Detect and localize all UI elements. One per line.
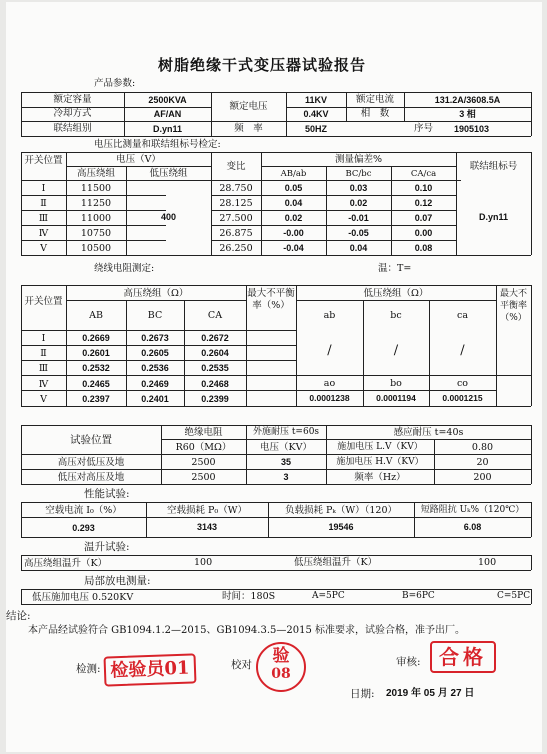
resistance-slash: / [327,343,332,358]
applied-sub: 电压（KV） [260,442,312,453]
inspect-label: 检测: [76,663,101,675]
row2-kv: 3 [283,472,289,482]
ratio-hv: 11250 [80,198,112,209]
noload-current-label: 空载电流 I₀（%） [45,505,122,516]
resistance-ca: 0.2399 [201,393,229,404]
resistance-lv-value: 0.0001194 [376,393,416,403]
position-header: 试验位置 [70,434,112,446]
ratio-ratio-header: 变比 [226,161,246,172]
pd-time: 时间：180S [222,591,276,602]
resistance-lv-col-phase: ao [323,378,336,389]
resistance-bc: 0.2536 [141,363,169,374]
resistance-tap: Ⅱ [40,348,47,360]
ratio-tap: Ⅳ [38,228,49,239]
load-loss-label: 负载损耗 Pₖ（W）（120） [284,505,398,516]
temp-rise-lv-value: 100 [478,557,497,568]
resistance-ca: 0.2535 [201,363,229,374]
temperature-label: 温：T= [378,263,412,274]
resistance-tap-header: 开关位置 [24,296,63,307]
phase-label: 相 数 [360,108,390,119]
resistance-ca: 0.2604 [201,348,229,359]
resistance-tap: Ⅲ [38,363,49,375]
ratio-group-value: D.yn11 [478,212,509,222]
temp-rise-lv-label: 低压绕组温升（K） [294,557,378,568]
ratio-dev-ab: 0.04 [284,198,303,208]
ratio-dev-col: CA/ca [410,169,437,179]
resistance-hv-header: 高压绕组（Ω） [123,288,189,299]
noload-current-value: 0.293 [72,523,95,533]
row1-label: 高压对低压及地 [57,457,125,468]
review-stamp: 合格 [430,641,496,673]
resistance-lv-col-phase: co [456,378,469,389]
ratio-dev-ab: 0.02 [284,213,303,223]
row1-kv: 35 [280,457,291,467]
ratio-hv: 10500 [80,243,112,254]
ratio-dev-ab: -0.00 [283,228,304,238]
resistance-unbalance-header-2: 最大不平衡率（%） [499,289,527,323]
ratio-value: 28.125 [219,198,253,209]
load-loss-value: 19546 [328,522,354,532]
report-sheet [6,2,542,752]
resistance-bc: 0.2673 [141,333,169,343]
resistance-hv-col: BC [147,310,163,321]
temp-rise-hv-label: 高压绕组温升（K） [24,558,108,569]
resistance-lv-col-phase: bo [390,378,402,389]
induced-hv-value: 20 [476,457,489,468]
ratio-tap: Ⅱ [40,198,47,209]
ratio-dev-ca: 0.12 [414,198,433,208]
ratio-group-header: 联结组标号 [469,161,518,172]
ratio-tap: Ⅴ [40,243,47,254]
serial-value: 1905103 [454,124,490,134]
resistance-slash: / [460,343,465,358]
induced-lv-label: 施加电压 L.V（KV） [337,442,423,452]
ratio-hv: 11000 [80,213,112,224]
resistance-bc: 0.2469 [141,378,169,389]
noload-loss-label: 空载损耗 P₀（W） [167,505,247,516]
temp-rise-heading: 温升试验: [84,541,130,553]
date-value: 2019 年 05 月 27 日 [386,688,475,699]
check-label: 校对 [231,659,252,671]
impedance-value: 6.08 [463,522,482,532]
ratio-dev-bc: 0.02 [349,198,368,208]
ratio-dev-ab: -0.04 [283,243,304,253]
ratio-tap: Ⅲ [38,213,49,224]
ratio-dev-bc: -0.01 [348,213,369,223]
temp-rise-hv-value: 100 [194,557,213,568]
ratio-value: 26.875 [219,228,253,239]
voltage-hv-value: 11KV [304,95,328,105]
group-value: D.yn11 [152,124,183,134]
ratio-dev-bc: -0.05 [348,228,369,238]
ratio-tap-header: 开关位置 [24,155,63,166]
resistance-tap: Ⅰ [41,333,46,344]
ratio-dev-header: 测量偏差% [334,154,383,165]
current-label: 额定电流 [355,94,394,105]
freq-value: 50HZ [304,124,327,134]
resistance-ab: 0.2669 [82,333,110,343]
freq-label: 频 率 [234,123,263,134]
resistance-heading: 绕线电阻测定: [94,263,155,274]
resistance-hv-col: CA [207,310,223,321]
induced-header: 感应耐压 t=40s [393,427,464,438]
applied-header: 外施耐压 t=60s [252,427,320,437]
review-label: 审核: [396,656,421,668]
current-value: 131.2A/3608.5A [434,95,501,105]
pd-lv-label: 低压施加电压 0.520KV [32,592,134,603]
cooling-label: 冷却方式 [53,108,92,119]
ratio-lv-value: 400 [160,212,177,222]
ratio-dev-bc: 0.03 [349,183,368,193]
resistance-lv-col: ab [323,310,336,321]
phase-value: 3 相 [459,109,476,119]
row2-r60: 2500 [191,472,216,483]
ratio-dev-bc: 0.04 [349,243,368,253]
capacity-value: 2500KVA [148,95,187,105]
resistance-tap: Ⅴ [40,393,47,405]
induced-freq-value: 200 [473,472,492,483]
resistance-lv-col: bc [390,310,402,321]
resistance-ca: 0.2468 [201,378,229,389]
resistance-ab: 0.2397 [82,393,110,404]
resistance-lv-value: 0.0001238 [309,393,350,403]
check-stamp-top: 验 [272,646,290,666]
pd-heading: 局部放电测量: [84,575,151,587]
capacity-label: 额定容量 [53,94,92,105]
noload-loss-value: 3143 [196,522,218,532]
conclusion-text: 本产品经试验符合 GB1094.1.2—2015、GB1094.3.5—2015 标准要求，试验合格，准予出厂。 [28,625,465,636]
resistance-bc: 0.2605 [141,348,169,359]
ratio-hv: 10750 [80,228,112,239]
resistance-tap: Ⅳ [38,378,49,390]
performance-heading: 性能试验: [84,488,130,500]
ratio-hv: 11500 [80,183,112,194]
report-title: 树脂绝缘干式变压器试验报告 [158,56,367,74]
induced-lv-value: 0.80 [471,442,494,453]
r60-unit: R60（MΩ） [175,442,232,453]
impedance-label: 短路阻抗 Uₖ%（120℃） [420,505,525,515]
ratio-lv-header: 低压绕组 [149,168,188,179]
resistance-lv-col: ca [457,310,468,321]
ratio-dev-col: BC/bc [345,169,372,179]
resistance-ab: 0.2532 [82,363,110,374]
row2-label: 低压对高压及地 [57,472,125,483]
inspect-stamp: 检验员01 [104,653,197,686]
ratio-voltage-header: 电压（V） [116,154,161,165]
voltage-lv-value: 0.4KV [303,109,329,119]
group-label: 联结组别 [53,123,92,134]
resistance-lv-header: 低压绕组（Ω） [363,288,429,299]
pd-a: A=5PC [312,591,345,601]
cooling-value: AF/AN [153,109,182,119]
induced-hv-label: 施加电压 H.V（KV） [336,457,424,467]
ratio-value: 27.500 [219,213,253,224]
ratio-dev-ca: 0.07 [414,213,433,223]
induced-freq-label: 频率（Hz） [354,472,406,483]
rated-voltage-label: 额定电压 [229,101,268,112]
resistance-ca: 0.2672 [201,333,229,343]
ratio-dev-col: AB/ab [280,169,307,179]
resistance-bc: 0.2401 [141,393,169,404]
pd-b: B=6PC [402,591,435,601]
serial-label: 序号 [414,123,434,134]
ratio-hv-header: 高压绕组 [76,168,115,179]
ratio-heading: 电压比测量和联结组标号检定: [94,139,221,150]
resistance-ab: 0.2465 [82,378,110,389]
resistance-hv-col: AB [89,310,103,321]
conclusion-label: 结论: [6,610,31,622]
resistance-slash: / [393,343,399,358]
ratio-value: 26.250 [219,243,253,254]
ratio-tap: Ⅰ [41,183,46,194]
params-label: 产品参数: [94,78,136,89]
ratio-dev-ca: 0.10 [414,183,433,193]
row1-r60: 2500 [191,457,216,468]
resistance-lv-value: 0.0001215 [442,393,483,403]
resistance-unbalance-header: 最大不平衡率（%） [247,288,295,311]
ratio-value: 28.750 [219,183,253,194]
date-label: 日期: [350,688,375,700]
ratio-dev-ca: 0.08 [414,243,433,253]
check-stamp-bottom: 08 [271,666,291,682]
check-stamp [256,642,306,692]
r60-header: 绝缘电阻 [184,427,223,438]
ratio-dev-ca: 0.00 [414,228,433,238]
pd-c: C=5PC [497,591,531,601]
resistance-ab: 0.2601 [82,348,110,359]
ratio-dev-ab: 0.05 [284,183,303,193]
